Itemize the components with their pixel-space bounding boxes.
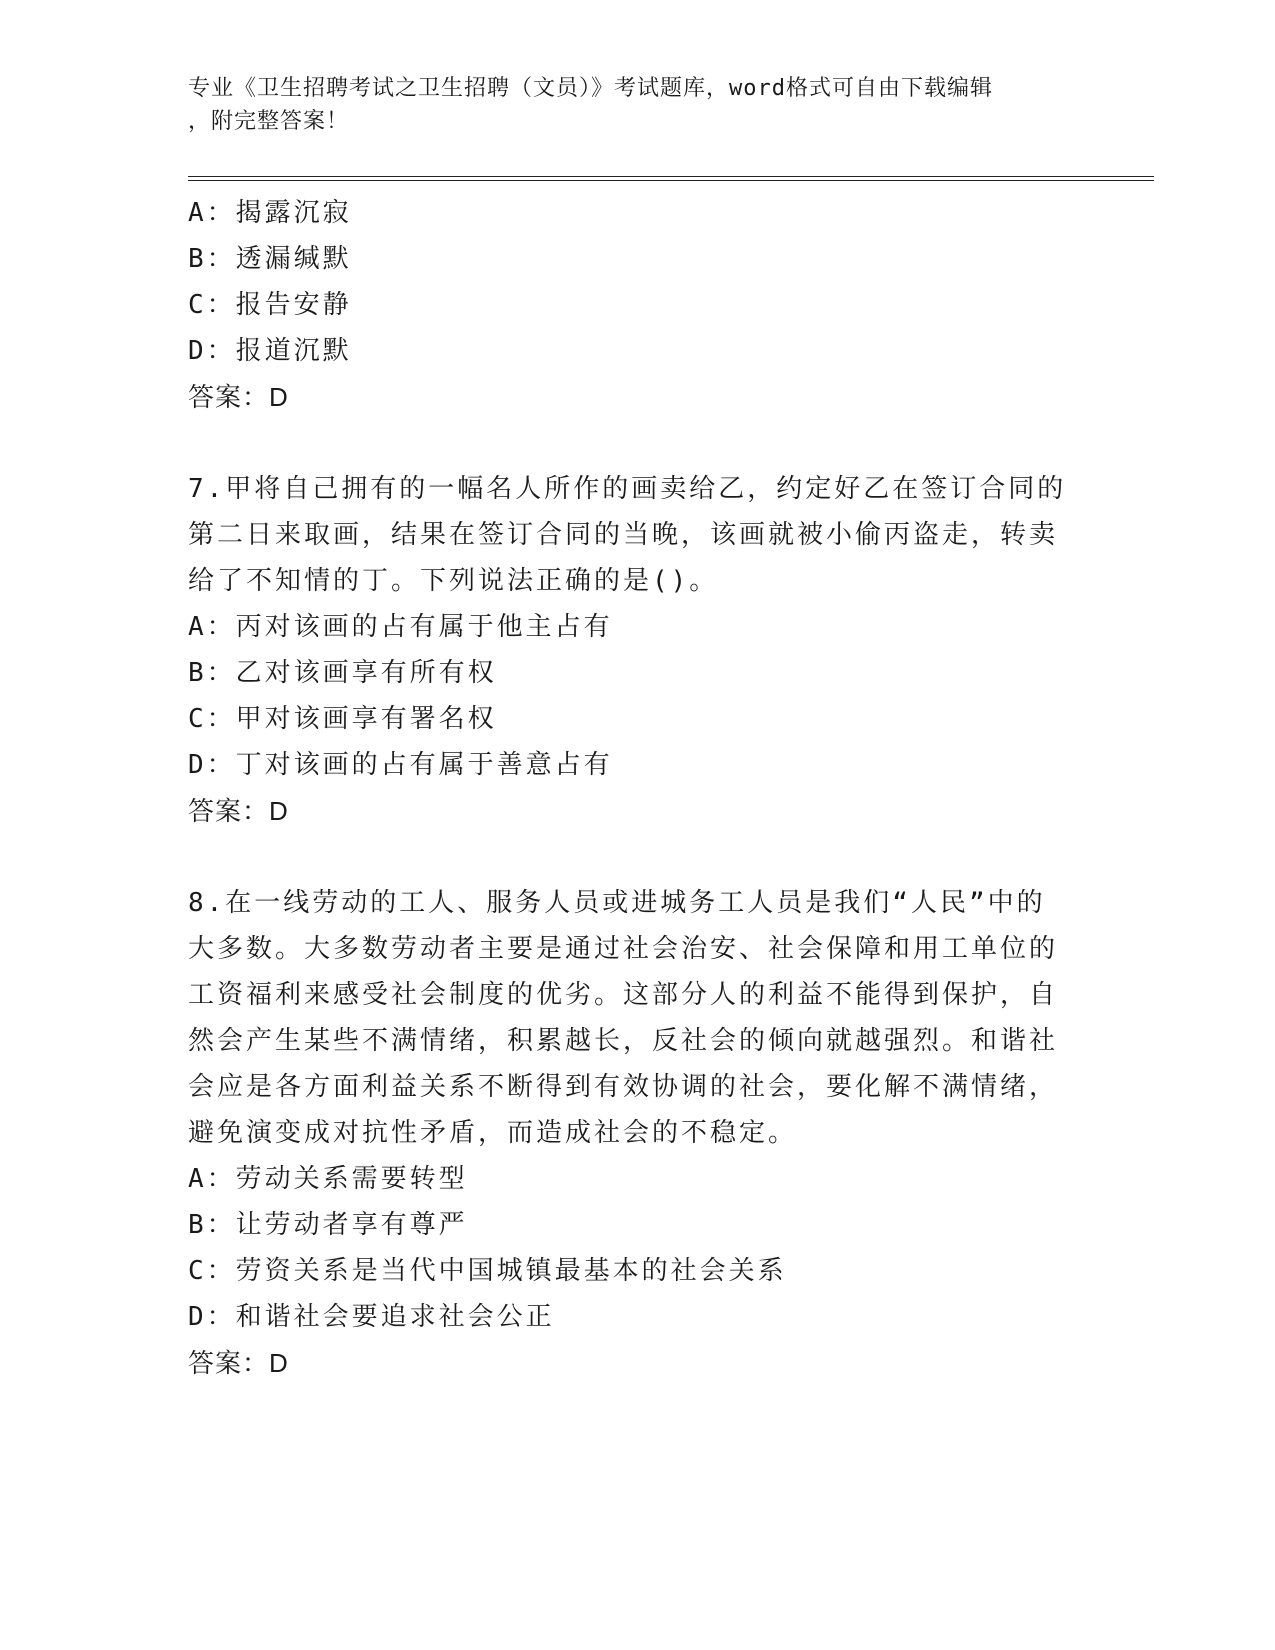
- option-a: A：劳动关系需要转型: [188, 1164, 468, 1194]
- header-divider: [188, 176, 1154, 181]
- option-d: D：和谐社会要追求社会公正: [188, 1302, 555, 1332]
- question-stem-line: 避免演变成对抗性矛盾，而造成社会的不稳定。: [188, 1118, 798, 1148]
- spacer: [188, 834, 1068, 880]
- question-stem-line: 大多数。大多数劳动者主要是通过社会治安、社会保障和用工单位的: [188, 934, 1059, 964]
- option-c: C：报告安静: [188, 290, 352, 320]
- answer-line: 答案：D: [188, 1348, 289, 1378]
- question-list: [188, 190, 1068, 1386]
- option-c: C：劳资关系是当代中国城镇最基本的社会关系: [188, 1256, 787, 1286]
- question-7: [188, 466, 1068, 834]
- question-stem-line: 第二日来取画，结果在签订合同的当晚，该画就被小偷丙盗走，转卖: [188, 520, 1059, 550]
- question-stem-line: 然会产生某些不满情绪，积累越长，反社会的倾向就越强烈。和谐社: [188, 1026, 1059, 1056]
- question-stem-line: 会应是各方面利益关系不断得到有效协调的社会，要化解不满情绪，: [188, 1072, 1059, 1102]
- question-8: [188, 880, 1068, 1386]
- answer-line: 答案：D: [188, 382, 289, 412]
- option-d: D：报道沉默: [188, 336, 352, 366]
- option-b: B：乙对该画享有所有权: [188, 658, 497, 688]
- option-a: A：丙对该画的占有属于他主占有: [188, 612, 613, 642]
- header-line-2: ，附完整答案！: [188, 109, 350, 134]
- answer-line: 答案：D: [188, 796, 289, 826]
- document-header: [188, 72, 1068, 138]
- question-stem-line: 工资福利来感受社会制度的优劣。这部分人的利益不能得到保护，自: [188, 980, 1059, 1010]
- spacer: [188, 420, 1068, 466]
- option-a: A：揭露沉寂: [188, 198, 352, 228]
- header-line-1: 专业《卫生招聘考试之卫生招聘（文员）》考试题库，word格式可自由下载编辑: [188, 76, 993, 101]
- question-stem-line: 给了不知情的丁。下列说法正确的是()。: [188, 566, 719, 596]
- option-b: B：让劳动者享有尊严: [188, 1210, 468, 1240]
- question-stem-line: 7.甲将自己拥有的一幅名人所作的画卖给乙，约定好乙在签订合同的: [188, 474, 1067, 504]
- question-6: [188, 190, 1068, 420]
- option-b: B：透漏缄默: [188, 244, 352, 274]
- option-c: C：甲对该画享有署名权: [188, 704, 497, 734]
- question-stem-line: 8.在一线劳动的工人、服务人员或进城务工人员是我们“人民”中的: [188, 888, 1046, 918]
- option-d: D：丁对该画的占有属于善意占有: [188, 750, 613, 780]
